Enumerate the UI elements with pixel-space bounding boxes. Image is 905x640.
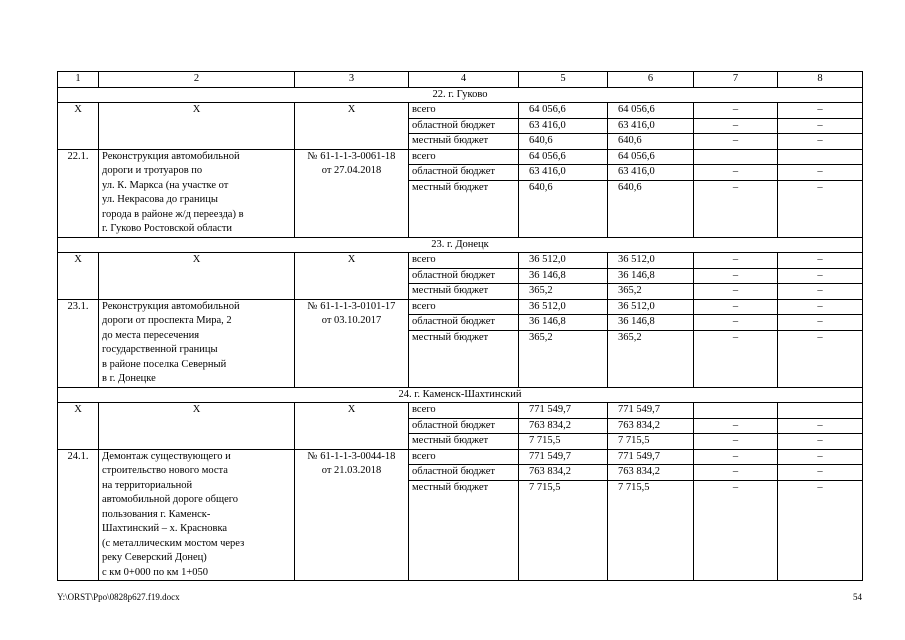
column-header: 6	[608, 72, 694, 88]
section-title-row	[58, 237, 863, 253]
summary-x-cell: Х	[99, 403, 295, 450]
value-col5: 365,2	[519, 284, 608, 300]
value-col5: 36 512,0	[519, 253, 608, 269]
value-col7: –	[694, 103, 778, 119]
value-col8: –	[778, 315, 863, 331]
value-col5: 36 146,8	[519, 315, 608, 331]
budget-label: местный бюджет	[409, 434, 519, 450]
column-header: 8	[778, 72, 863, 88]
value-col5: 763 834,2	[519, 418, 608, 434]
budget-label: всего	[409, 403, 519, 419]
description-line: ул. Некрасова до границы	[102, 194, 218, 205]
value-col8: –	[778, 449, 863, 465]
column-header: 5	[519, 72, 608, 88]
value-col8: –	[778, 418, 863, 434]
value-col6: 763 834,2	[608, 418, 694, 434]
value-col6: 771 549,7	[608, 449, 694, 465]
value-col6: 36 512,0	[608, 253, 694, 269]
value-col7: –	[694, 180, 778, 237]
budget-label: местный бюджет	[409, 330, 519, 387]
value-col7: –	[694, 465, 778, 481]
value-col7: –	[694, 434, 778, 450]
value-col6: 640,6	[608, 134, 694, 150]
budget-label: всего	[409, 449, 519, 465]
value-col8: –	[778, 118, 863, 134]
summary-x-cell: Х	[295, 103, 409, 150]
budget-label: областной бюджет	[409, 165, 519, 181]
value-col8: –	[778, 103, 863, 119]
value-col6: 36 146,8	[608, 268, 694, 284]
summary-x-cell: Х	[295, 403, 409, 450]
description-line: в районе поселка Северный	[102, 358, 227, 370]
value-col6: 64 056,6	[608, 149, 694, 165]
budget-label: всего	[409, 149, 519, 165]
budget-label: всего	[409, 299, 519, 315]
value-col7: –	[694, 449, 778, 465]
footer-file-path: Y:\ORST\Ppo\0828p627.f19.docx	[57, 592, 180, 602]
value-col8: –	[778, 465, 863, 481]
document-reference	[295, 149, 409, 237]
description-line: строительство нового моста	[102, 465, 228, 476]
value-col7	[694, 403, 778, 419]
value-col5: 771 549,7	[519, 403, 608, 419]
summary-row	[58, 103, 863, 119]
section-title: 22. г. Гуково	[58, 87, 863, 103]
value-col6: 771 549,7	[608, 403, 694, 419]
value-col5: 640,6	[519, 180, 608, 237]
header-row	[58, 72, 863, 88]
description-line: на территориальной	[102, 479, 193, 491]
value-col7: –	[694, 330, 778, 387]
value-col8: –	[778, 480, 863, 581]
description-line: г. Гуково Ростовской области	[102, 223, 233, 234]
budget-label: всего	[409, 103, 519, 119]
description-line: до места пересечения	[102, 329, 200, 341]
value-col7: –	[694, 268, 778, 284]
value-col5: 36 146,8	[519, 268, 608, 284]
value-col7: –	[694, 315, 778, 331]
value-col6: 7 715,5	[608, 480, 694, 581]
description-line: дороги и тротуаров по	[102, 165, 203, 176]
value-col7: –	[694, 165, 778, 181]
value-col7: –	[694, 299, 778, 315]
value-col7: –	[694, 480, 778, 581]
budget-label: местный бюджет	[409, 480, 519, 581]
description-line: Демонтаж существующего и	[102, 450, 231, 462]
value-col8: –	[778, 180, 863, 237]
description-line: с км 0+000 по км 1+050	[102, 566, 208, 578]
description-line: ул. К. Маркса (на участке от	[102, 179, 229, 191]
summary-x-cell: Х	[99, 103, 295, 150]
description-line: автомобильной дороге общего	[102, 494, 239, 505]
column-header: 4	[409, 72, 519, 88]
description-line: (с металлическим мостом через	[102, 537, 245, 549]
summary-x-cell: Х	[58, 253, 99, 300]
table-body	[58, 72, 863, 581]
budget-label: областной бюджет	[409, 465, 519, 481]
column-header: 1	[58, 72, 99, 88]
value-col6: 36 146,8	[608, 315, 694, 331]
section-title-row	[58, 387, 863, 403]
section-title: 23. г. Донецк	[58, 237, 863, 253]
column-header: 3	[295, 72, 409, 88]
page-number: 54	[853, 592, 862, 602]
value-col8: –	[778, 165, 863, 181]
item-row	[58, 299, 863, 315]
document-line: от 21.03.2018	[321, 465, 382, 476]
document-reference	[295, 299, 409, 387]
value-col8	[778, 403, 863, 419]
value-col5: 7 715,5	[519, 434, 608, 450]
value-col8: –	[778, 134, 863, 150]
budget-label: областной бюджет	[409, 118, 519, 134]
budget-label: областной бюджет	[409, 315, 519, 331]
document-reference	[295, 449, 409, 581]
description-line: пользования г. Каменск-	[102, 508, 211, 520]
summary-row	[58, 403, 863, 419]
column-header: 2	[99, 72, 295, 88]
value-col5: 36 512,0	[519, 299, 608, 315]
description-line: Реконструкция автомобильной	[102, 150, 240, 162]
summary-x-cell: Х	[99, 253, 295, 300]
value-col6: 63 416,0	[608, 165, 694, 181]
value-col7: –	[694, 284, 778, 300]
description-line: дороги от проспекта Мира, 2	[102, 315, 232, 326]
section-title: 24. г. Каменск-Шахтинский	[58, 387, 863, 403]
item-number: 24.1.	[58, 449, 99, 581]
value-col7: –	[694, 418, 778, 434]
description-line: государственной границы	[102, 344, 218, 355]
value-col8: –	[778, 330, 863, 387]
budget-label: всего	[409, 253, 519, 269]
value-col6: 365,2	[608, 284, 694, 300]
budget-label: областной бюджет	[409, 418, 519, 434]
value-col8: –	[778, 284, 863, 300]
value-col6: 36 512,0	[608, 299, 694, 315]
value-col5: 63 416,0	[519, 165, 608, 181]
value-col5: 365,2	[519, 330, 608, 387]
description-line: города в районе ж/д переезда) в	[102, 208, 244, 220]
document-line: от 03.10.2017	[321, 315, 382, 326]
description-line: Реконструкция автомобильной	[102, 300, 240, 312]
budget-table	[57, 71, 863, 581]
document-line: № 61-1-1-3-0044-18	[307, 450, 396, 462]
document-line: № 61-1-1-3-0101-17	[307, 300, 396, 312]
value-col6: 63 416,0	[608, 118, 694, 134]
summary-x-cell: Х	[58, 103, 99, 150]
summary-row	[58, 253, 863, 269]
item-number: 23.1.	[58, 299, 99, 387]
value-col6: 640,6	[608, 180, 694, 237]
column-header: 7	[694, 72, 778, 88]
item-description	[99, 299, 295, 387]
value-col7: –	[694, 253, 778, 269]
section-title-row	[58, 87, 863, 103]
value-col6: 763 834,2	[608, 465, 694, 481]
summary-x-cell: Х	[295, 253, 409, 300]
description-line: Шахтинский – х. Красновка	[102, 523, 228, 534]
value-col5: 763 834,2	[519, 465, 608, 481]
item-number: 22.1.	[58, 149, 99, 237]
value-col5: 64 056,6	[519, 103, 608, 119]
value-col6: 365,2	[608, 330, 694, 387]
value-col6: 7 715,5	[608, 434, 694, 450]
budget-label: местный бюджет	[409, 180, 519, 237]
value-col7	[694, 149, 778, 165]
value-col8: –	[778, 434, 863, 450]
budget-label: местный бюджет	[409, 134, 519, 150]
summary-x-cell: Х	[58, 403, 99, 450]
value-col5: 771 549,7	[519, 449, 608, 465]
document-line: от 27.04.2018	[321, 165, 382, 176]
document-line: № 61-1-1-3-0061-18	[307, 150, 396, 162]
item-description	[99, 449, 295, 581]
value-col8: –	[778, 268, 863, 284]
value-col5: 7 715,5	[519, 480, 608, 581]
budget-label: местный бюджет	[409, 284, 519, 300]
value-col7: –	[694, 134, 778, 150]
value-col5: 63 416,0	[519, 118, 608, 134]
value-col5: 640,6	[519, 134, 608, 150]
value-col6: 64 056,6	[608, 103, 694, 119]
item-description	[99, 149, 295, 237]
item-row	[58, 449, 863, 465]
description-line: реку Северский Донец)	[102, 552, 207, 563]
value-col8: –	[778, 253, 863, 269]
value-col5: 64 056,6	[519, 149, 608, 165]
value-col8	[778, 149, 863, 165]
value-col8: –	[778, 299, 863, 315]
description-line: в г. Донецке	[102, 373, 156, 384]
value-col7: –	[694, 118, 778, 134]
item-row	[58, 149, 863, 165]
budget-label: областной бюджет	[409, 268, 519, 284]
